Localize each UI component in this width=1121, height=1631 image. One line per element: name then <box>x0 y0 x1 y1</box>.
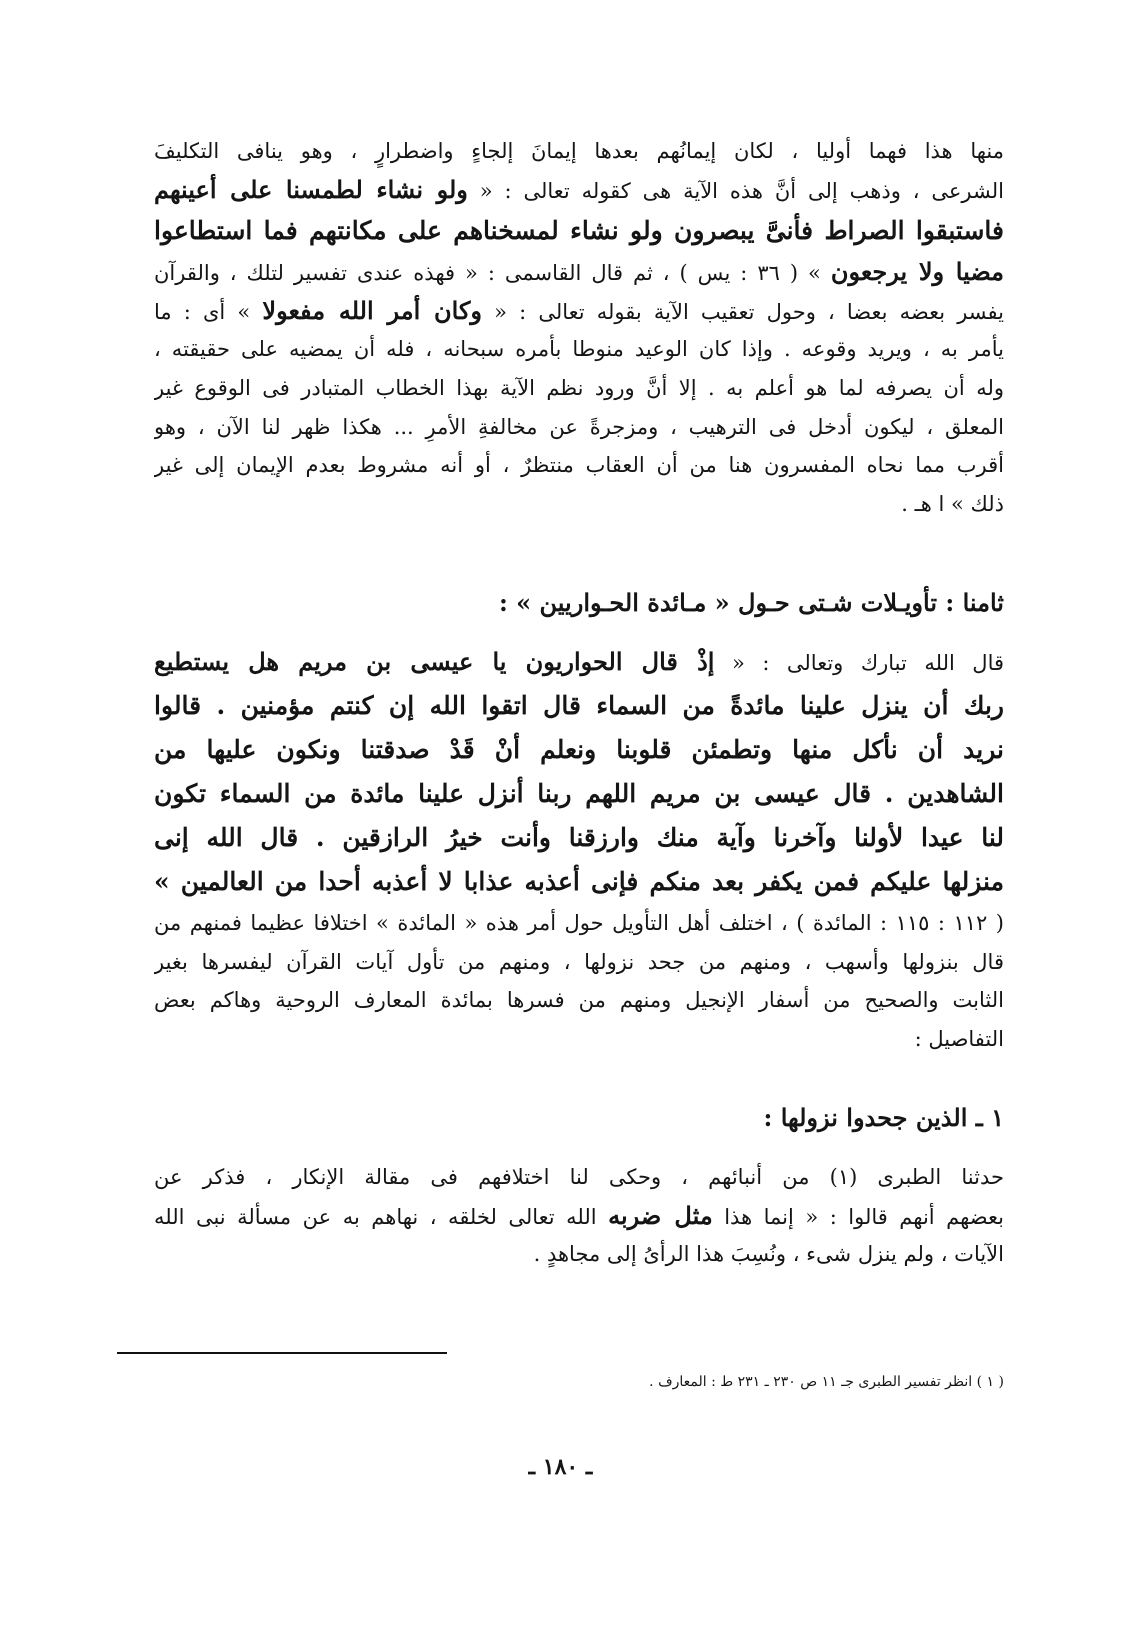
text-line: ذلك » ا هـ . <box>901 491 1004 516</box>
quran-quote-line: الشاهدين . قال عيسى بن مريم اللهم ربنا أنزل علينا مائدة من السماء تكون <box>154 779 1004 808</box>
text-line: المعلق ، ليكون أدخل فى الترهيب ، ومزجرةً عن مخالفةِ الأمرِ ... هكذا ظهر لنا الآن ، وهو <box>154 414 1004 439</box>
text-line: قال الله تبارك وتعالى : « إذْ قال الحواريون يا عيسى بن مريم هل يستطيع <box>154 647 1004 676</box>
quran-quote-line: لنا عيدا لأولنا وآخرنا وآية منك وارزقنا وأنت خيرُ الرازقين . قال الله إنى <box>154 823 1004 852</box>
text-line: منها هذا فهما أوليا ، لكان إيمانُهم بعدها إيمانَ إلجاءٍ واضطرارٍ ، وهو ينافى التكليفَ <box>154 139 1004 163</box>
text-line: الثابت والصحيح من أسفار الإنجيل ومنهم من فسرها بمائدة المعارف الروحية وهاكم بعض <box>154 988 1004 1013</box>
quran-quote-line: نريد أن نأكل منها وتطمئن قلوبنا ونعلم أنْ قَدْ صدقتنا ونكون عليها من <box>154 735 1004 764</box>
text-line: مضيا ولا يرجعون » ( ٣٦ : يس ) ، ثم قال القاسمى : « فهذه عندى تفسير لتلك ، والقرآن <box>154 257 1004 287</box>
section-heading: ثامنا : تأويـلات شـتى حـول « مـائدة الحـواريين » : <box>498 588 1004 617</box>
quran-quote-line: منزلها عليكم فمن يكفر بعد منكم فإنى أعذبه عذابا لا أعذبه أحدا من العالمين » <box>154 867 1004 896</box>
text-line: ( ١١٢ : ١١٥ : المائدة ) ، اختلف أهل التأويل حول أمر هذه « المائدة » اختلافا عظيما فمنهم من <box>154 911 1004 935</box>
text-line: بعضهم أنهم قالوا : « إنما هذا مثل ضربه الله تعالى لخلقه ، نهاهم به عن مسألة نبى الله <box>154 1200 1004 1230</box>
page-number: ـ ١٨٠ ـ <box>528 1454 593 1480</box>
text-line: قال بنزولها وأسهب ، ومنهم من جحد نزولها ، ومنهم من تأول آيات القرآن ليفسرها بغير <box>154 949 1004 974</box>
paragraph-continuation <box>154 132 1004 523</box>
quran-quote: وكان أمر الله مفعولا <box>262 295 483 325</box>
text-line: يأمر به ، ويريد وقوعه . وإذا كان الوعيد منوطا بأمره سبحانه ، فله أن يمضيه على حقيقته ، <box>154 337 1004 362</box>
text-line: الآيات ، ولم ينزل شىء ، ونُسِبَ هذا الرأىُ إلى مجاهدٍ . <box>533 1242 1004 1267</box>
bold-phrase: مثل ضربه <box>608 1200 713 1230</box>
quran-quote: مضيا ولا يرجعون <box>830 257 1004 287</box>
quran-quote: إذْ قال الحواريون يا عيسى بن مريم هل يستطيع <box>154 647 715 676</box>
text-line: يفسر بعضه بعضا ، وحول تعقيب الآية بقوله تعالى : « وكان أمر الله مفعولا » أى : ما <box>154 295 1004 325</box>
text-line: الشرعى ، وذهب إلى أنَّ هذه الآية هى كقوله تعالى : « ولو نشاء لطمسنا على أعينهم <box>154 174 1004 204</box>
quran-quote: ولو نشاء لطمسنا على أعينهم <box>154 174 468 204</box>
footnote: ( ١ ) انظر تفسير الطبرى جـ ١١ ص ٢٣٠ ـ ٢٣١ ط : المعارف . <box>649 1374 1004 1390</box>
text-line: وله أن يصرفه لما هو أعلم به . إلا أنَّ ورود نظم الآية بهذا الخطاب المتبادر فى الوقوع غير <box>154 375 1004 400</box>
text-line: التفاصيل : <box>914 1026 1004 1051</box>
text-line: حدثنا الطبرى (١) من أنبائهم ، وحكى لنا اختلافهم فى مقالة الإنكار ، فذكر عن <box>154 1165 1004 1189</box>
quran-quote-line: ربك أن ينزل علينا مائدةً من السماء قال اتقوا الله إن كنتم مؤمنين . قالوا <box>154 691 1004 720</box>
section-body <box>154 640 1004 1058</box>
footnote-divider <box>117 1352 447 1354</box>
text-line: أقرب مما نحاه المفسرون هنا من أن العقاب منتظرٌ ، أو أنه مشروط بعدم الإيمان إلى غير <box>154 453 1004 478</box>
subsection-heading: ١ ـ الذين جحدوا نزولها : <box>763 1103 1004 1132</box>
subsection-body <box>154 1158 1004 1274</box>
quran-quote-line: فاستبقوا الصراط فأنىَّ يبصرون ولو نشاء لمسخناهم على مكانتهم فما استطاعوا <box>154 216 1004 246</box>
